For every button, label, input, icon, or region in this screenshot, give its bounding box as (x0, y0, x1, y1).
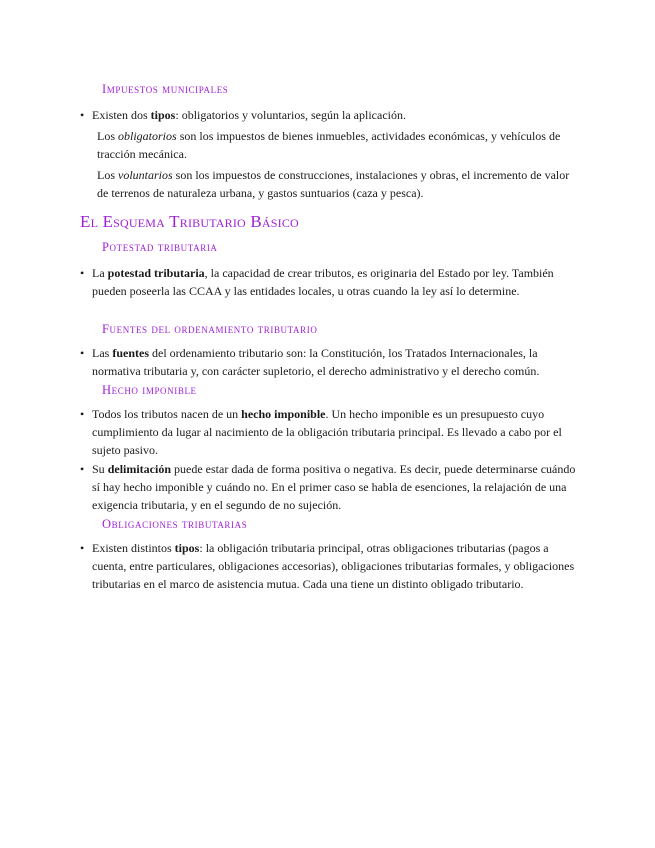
heading-potestad-tributaria: Potestad tributaria (102, 240, 218, 254)
bullet-dot: • (80, 462, 85, 476)
bullet-tipos-impuestos (80, 106, 580, 124)
bullet-dot: • (80, 541, 85, 555)
bullet-text: Todos los tributos nacen de un hecho imponible. Un hecho imponible es un presupuesto cuyo cumplimiento da lugar al nacimiento de la obligación tributaria principal. Es llevado a cabo por el sujeto pasivo. (92, 407, 562, 458)
bullet-dot: • (80, 407, 85, 421)
bullet-text: Existen dos tipos: obligatorios y voluntarios, según la aplicación. (92, 108, 406, 122)
bullet-text: Las fuentes del ordenamiento tributario son: la Constitución, los Tratados Internacionales, la normativa tributaria y, con carácter supletorio, el derecho administrativo y el derecho común. (92, 346, 540, 379)
bullet-text: La potestad tributaria, la capacidad de crear tributos, es originaria del Estado por ley. También pueden poseerla las CCAA y las entidades locales, u otras cuando la ley así lo determine. (92, 266, 554, 299)
bullet-potestad (80, 264, 580, 300)
bullet-text: Su delimitación puede estar dada de forma positiva o negativa. Es decir, puede determinarse cuándo sí hay hecho imponible y cuándo no. En el primer caso se habla de esenciones, la relajación de una exigencia tributaria, y en el segundo de no sujeción. (92, 462, 576, 513)
heading-fuentes-ordenamiento: Fuentes del ordenamiento tributario (102, 322, 318, 336)
bullet-delimitacion (80, 460, 580, 515)
heading-obligaciones-tributarias: Obligaciones tributarias (102, 517, 248, 531)
bullet-obligaciones (80, 539, 580, 594)
bullet-dot: • (80, 266, 85, 280)
bullet-hecho-imponible (80, 405, 580, 460)
bullet-text: Existen distintos tipos: la obligación tributaria principal, otras obligaciones tributarias (pagos a cuenta, entre particulares, obligaciones accesorias), obligaciones tributarias formales, y obligaciones tributarias en el marco de asistencia mutua. Cada una tiene un distinto obligado tributario. (92, 541, 575, 592)
para-voluntarios: Los voluntarios son los impuestos de construcciones, instalaciones y obras, el incremento de valor de terrenos de naturaleza urbana, y gastos suntuarios (caza y pesca). (97, 168, 570, 201)
bullet-dot: • (80, 346, 85, 360)
bullet-dot: • (80, 108, 85, 122)
bullet-fuentes (80, 344, 580, 380)
para-obligatorios: Los obligatorios son los impuestos de bienes inmuebles, actividades económicas, y vehículos de tracción mecánica. (97, 129, 561, 162)
heading-impuestos-municipales: Impuestos municipales (102, 82, 229, 96)
heading-hecho-imponible: Hecho imponible (102, 383, 197, 397)
heading-esquema-tributario: El Esquema Tributario Básico (80, 212, 299, 231)
